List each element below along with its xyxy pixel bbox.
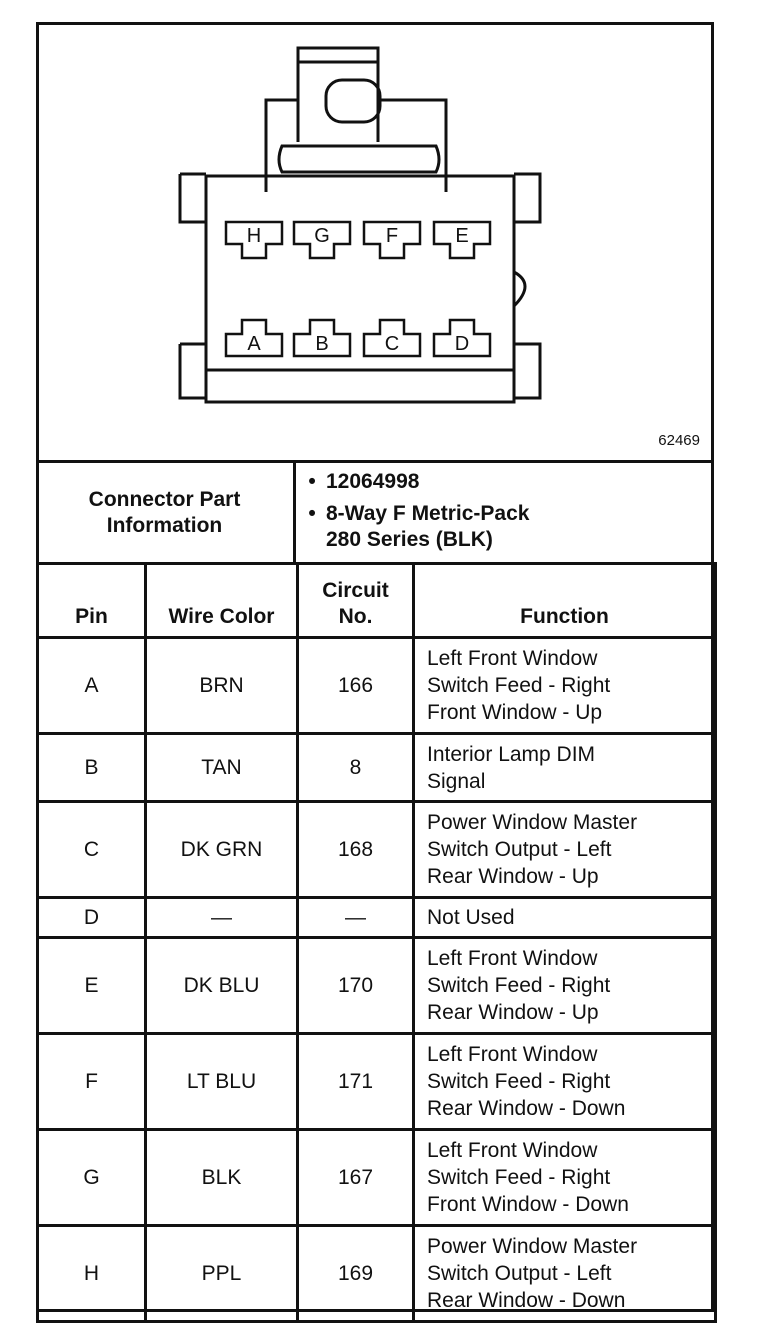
table-row <box>38 938 716 1034</box>
cavity-label: G <box>314 225 330 247</box>
circuit-cell: 166 <box>298 638 414 734</box>
connector-type-item <box>298 501 529 553</box>
table-header-row <box>38 564 716 638</box>
pin-cell: H <box>38 1226 146 1322</box>
header-function: Function <box>414 564 716 638</box>
table-row <box>38 1130 716 1226</box>
bullet-icon: • <box>308 470 316 493</box>
circuit-cell: — <box>298 898 414 938</box>
circuit-cell: 8 <box>298 734 414 802</box>
function-cell: Left Front Window Switch Feed - Right Rear Window - Up <box>414 938 716 1034</box>
circuit-cell: 167 <box>298 1130 414 1226</box>
function-cell: Left Front Window Switch Feed - Right Rear Window - Down <box>414 1034 716 1130</box>
connector-part-label: Connector Part Information <box>36 463 296 563</box>
pin-cell: F <box>38 1034 146 1130</box>
cavity-label: D <box>454 333 470 355</box>
cavity-label: F <box>385 225 399 247</box>
part-number: 12064998 <box>326 470 420 493</box>
function-cell: Not Used <box>414 898 716 938</box>
pin-cell: A <box>38 638 146 734</box>
circuit-cell: 171 <box>298 1034 414 1130</box>
cavity-label: C <box>384 333 400 355</box>
table-row <box>38 1034 716 1130</box>
header-circuit-no: Circuit No. <box>298 564 414 638</box>
function-cell: Power Window Master Switch Output - Left Rear Window - Up <box>414 802 716 898</box>
wire-color-cell: BLK <box>146 1130 298 1226</box>
function-cell: Left Front Window Switch Feed - Right Front Window - Down <box>414 1130 716 1226</box>
cavity-F <box>364 222 420 258</box>
cavity-A <box>226 320 282 356</box>
cavity-label: B <box>315 333 329 355</box>
wire-color-cell: TAN <box>146 734 298 802</box>
cavity-label: H <box>246 225 262 247</box>
wire-color-cell: PPL <box>146 1226 298 1322</box>
pin-cell: B <box>38 734 146 802</box>
cavity-label: E <box>455 225 469 247</box>
cavity-D <box>434 320 490 356</box>
cavity-label: A <box>247 333 261 355</box>
wire-color-cell: — <box>146 898 298 938</box>
wire-color-cell: DK BLU <box>146 938 298 1034</box>
function-cell: Interior Lamp DIM Signal <box>414 734 716 802</box>
function-cell: Left Front Window Switch Feed - Right Front Window - Up <box>414 638 716 734</box>
pin-table <box>36 562 717 1323</box>
connector-face-drawing <box>36 22 714 462</box>
function-cell: Power Window Master Switch Output - Left Rear Window - Down <box>414 1226 716 1322</box>
connector-type: 8-Way F Metric-Pack 280 Series (BLK) <box>326 502 530 551</box>
pin-cell: G <box>38 1130 146 1226</box>
wire-color-cell: BRN <box>146 638 298 734</box>
pin-cell: C <box>38 802 146 898</box>
cavity-G <box>294 222 350 258</box>
header-pin: Pin <box>38 564 146 638</box>
pin-cell: D <box>38 898 146 938</box>
circuit-cell: 168 <box>298 802 414 898</box>
cavity-H <box>226 222 282 258</box>
cavity-E <box>434 222 490 258</box>
bullet-icon: • <box>308 502 316 525</box>
wire-color-cell: LT BLU <box>146 1034 298 1130</box>
connector-diagram <box>36 22 714 462</box>
table-row <box>38 1226 716 1322</box>
figure-number: 62469 <box>658 432 700 449</box>
circuit-cell: 170 <box>298 938 414 1034</box>
table-row <box>38 638 716 734</box>
table-row <box>38 734 716 802</box>
part-number-item <box>298 469 529 495</box>
wire-color-cell: DK GRN <box>146 802 298 898</box>
header-wire-color: Wire Color <box>146 564 298 638</box>
table-row <box>38 898 716 938</box>
connector-part-items <box>298 469 529 559</box>
circuit-cell: 169 <box>298 1226 414 1322</box>
pin-cell: E <box>38 938 146 1034</box>
table-row <box>38 802 716 898</box>
cavity-B <box>294 320 350 356</box>
cavity-C <box>364 320 420 356</box>
connector-part-info <box>36 460 714 562</box>
